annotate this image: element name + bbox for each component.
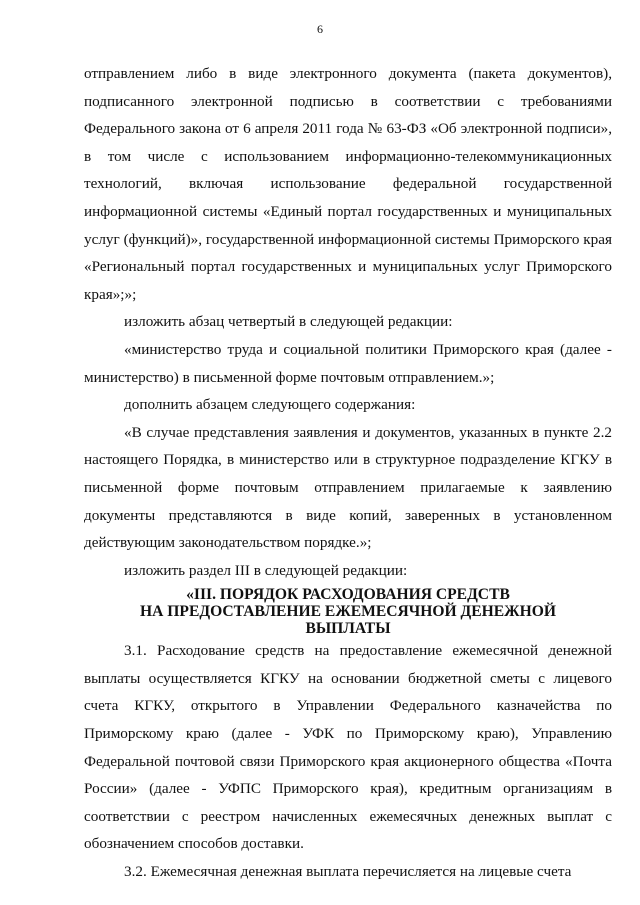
paragraph-continuation: отправлением либо в виде электронного документа (пакета документов), подписанного электронной подписью в соответствии с требованиями Федерального закона от 6 апреля 2011 года № 63-ФЗ «Об электронной подписи», в том числе с использованием информационно-телекоммуникационных технологий, включая использование федеральной государственной информационной системы «Единый портал государственных и муниципальных услуг (функций)», государственной информационной системы Приморского края «Региональный портал государственных и муниципальных услуг Приморского края»;»; <box>84 65 612 303</box>
page-number: 6 <box>317 22 323 36</box>
paragraph-instruction-section-3: изложить раздел III в следующей редакции: <box>124 561 408 579</box>
section-heading-line-2: НА ПРЕДОСТАВЛЕНИЕ ЕЖЕМЕСЯЧНОЙ ДЕНЕЖНОЙ <box>140 603 556 621</box>
paragraph-copies-text: «В случае представления заявления и документов, указанных в пункте 2.2 настоящего Порядка, в министерство или в структурное подразделение КГКУ в письменной форме почтовым отправлением прилагаемые к заявлению документы представляются в виде копий, заверенных в установленном действующим законодательством порядке.»; <box>84 423 612 552</box>
section-heading-line-1: «III. ПОРЯДОК РАСХОДОВАНИЯ СРЕДСТВ <box>186 586 510 604</box>
document-body <box>84 60 612 886</box>
paragraph-ministry-text: «министерство труда и социальной политики Приморского края (далее - министерство) в письменной форме почтовым отправлением.»; <box>84 340 612 386</box>
paragraph-instruction-abzac-4: изложить абзац четвертый в следующей редакции: <box>124 313 453 331</box>
section-heading-line-3: ВЫПЛАТЫ <box>305 620 391 638</box>
clause-3-1: 3.1. Расходование средств на предоставление ежемесячной денежной выплаты осуществляется КГКУ на основании бюджетной сметы с лицевого счета КГКУ, открытого в Управлении Федерального казначейства по Приморскому краю (далее - УФК по Приморскому краю), Управлению Федеральной почтовой связи Приморского края акционерного общества «Почта России» (далее - УФПС Приморского края), кредитным организациям в соответствии с реестром начисленных ежемесячных денежных выплат с обозначением способов доставки. <box>84 642 612 853</box>
paragraph-instruction-add-abzac: дополнить абзацем следующего содержания: <box>124 396 416 414</box>
clause-3-2: 3.2. Ежемесячная денежная выплата перечисляется на лицевые счета <box>124 863 572 881</box>
section-heading <box>84 586 612 637</box>
